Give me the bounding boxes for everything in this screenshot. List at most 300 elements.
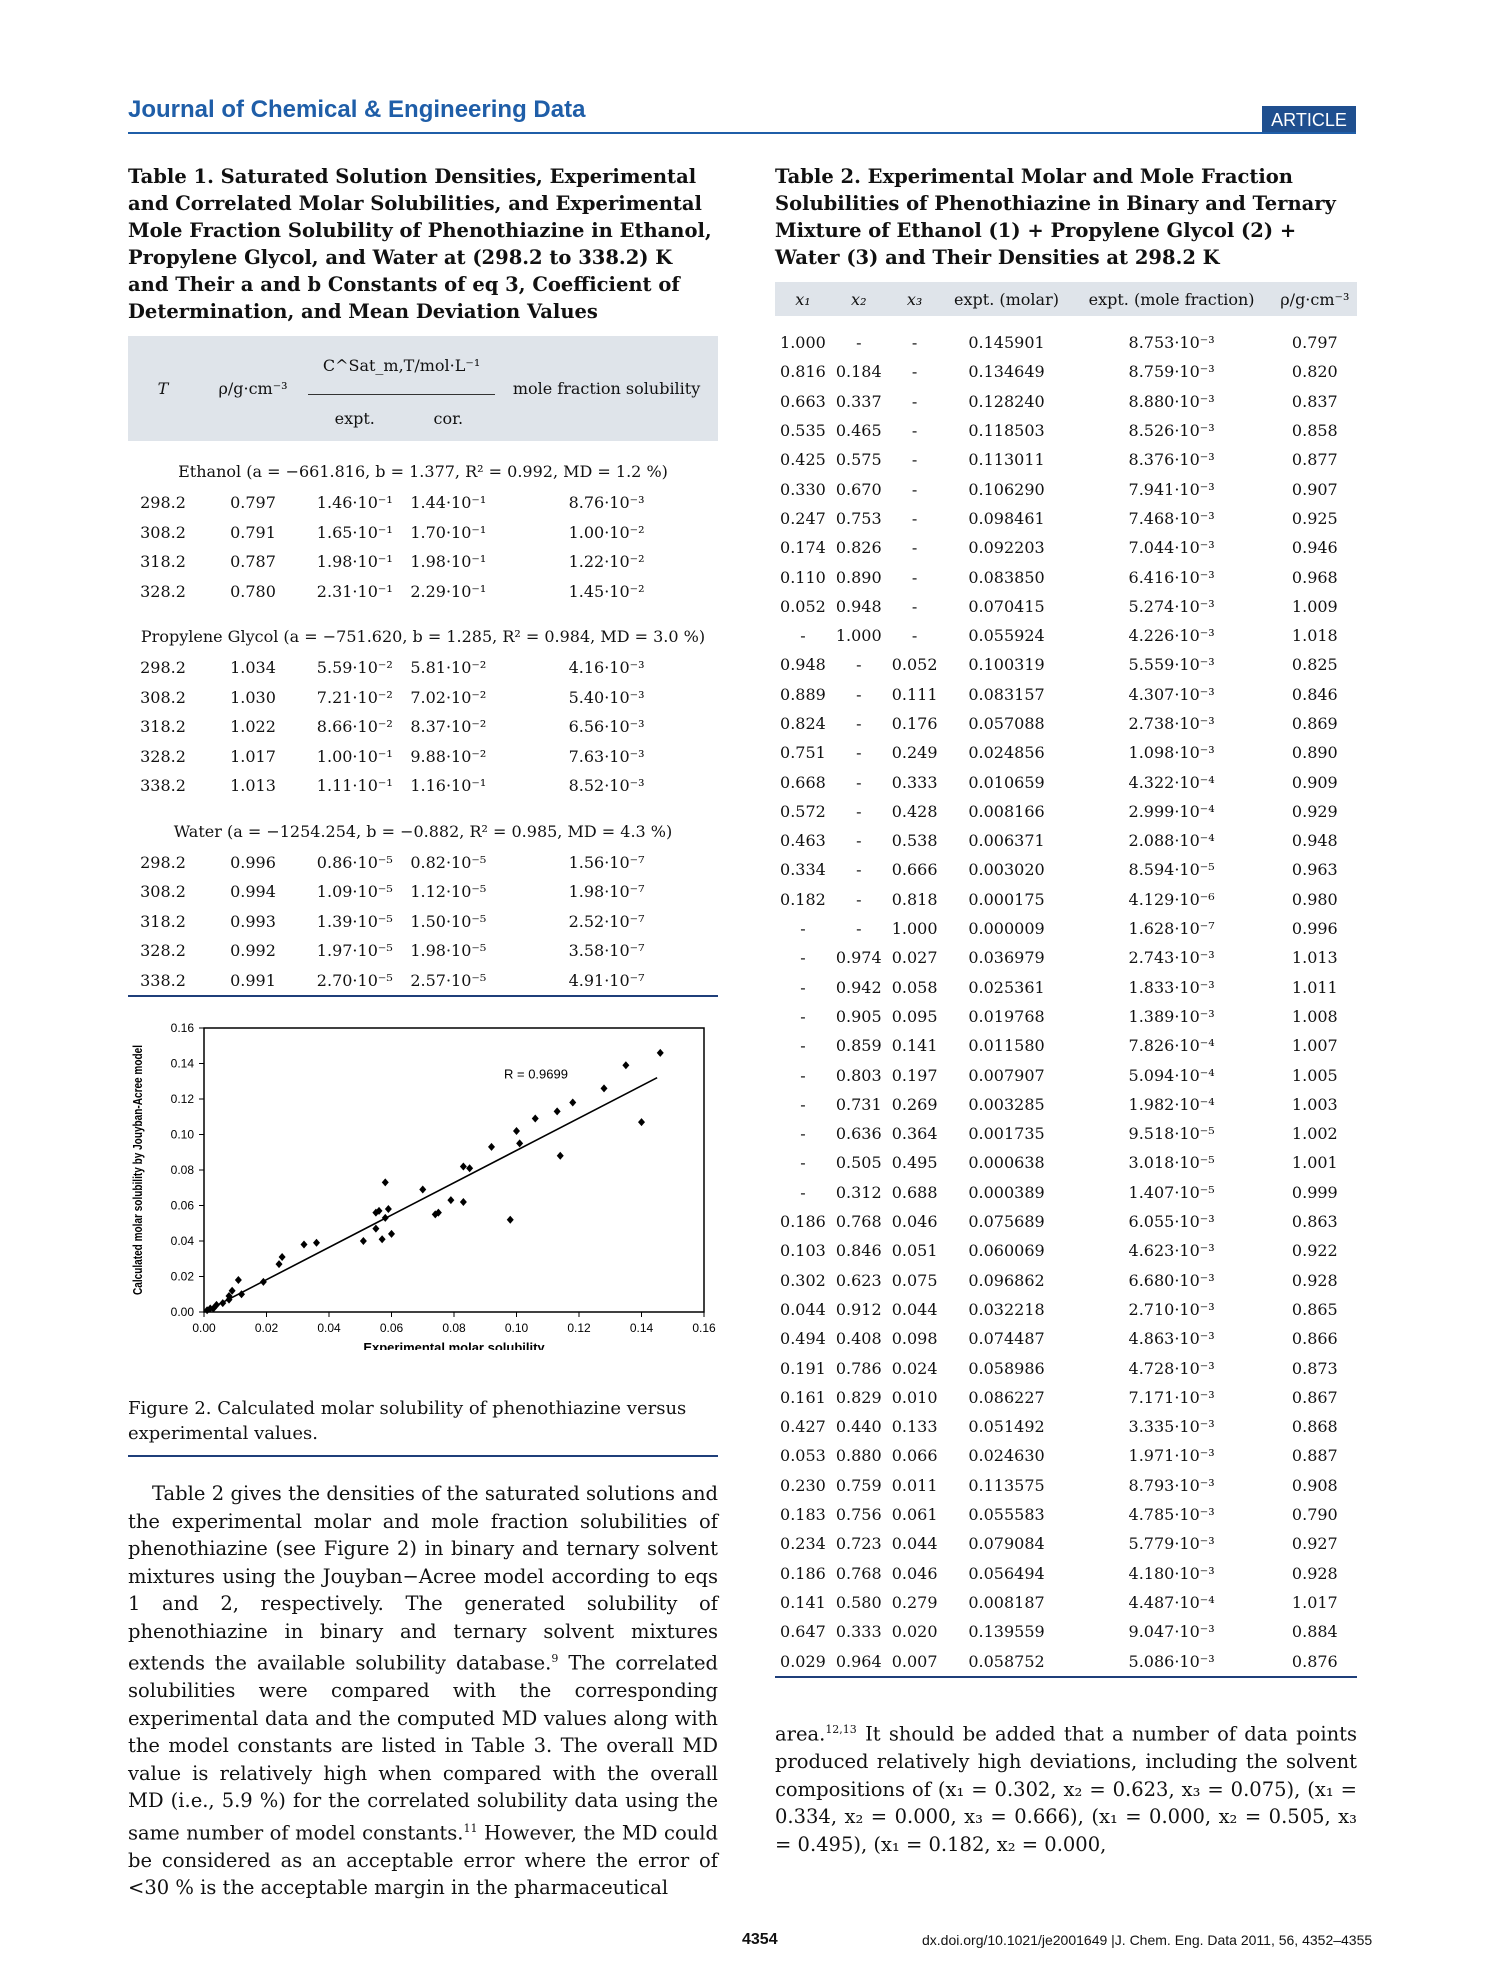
t1-cell: 1.00·10⁻² bbox=[568, 522, 645, 542]
t2-cell: 1.002 bbox=[1291, 1124, 1338, 1144]
t2-row bbox=[775, 1646, 1357, 1676]
t2-cell: 0.100319 bbox=[968, 655, 1045, 675]
t2-cell: 0.337 bbox=[835, 391, 882, 411]
t1-col-rho: ρ/g·cm⁻³ bbox=[218, 379, 288, 398]
t2-cell: - bbox=[800, 1124, 806, 1144]
t2-cell: 4.226·10⁻³ bbox=[1128, 626, 1215, 646]
t2-cell: 1.407·10⁻⁵ bbox=[1128, 1182, 1215, 1202]
t2-cell: 4.863·10⁻³ bbox=[1128, 1329, 1215, 1349]
t1-cell: 298.2 bbox=[140, 852, 186, 872]
r-annotation: R = 0.9699 bbox=[504, 1066, 568, 1082]
x-tick-label: 0.14 bbox=[629, 1321, 654, 1335]
t2-row bbox=[775, 1588, 1357, 1617]
t2-cell: - bbox=[800, 977, 806, 997]
t1-cell: 1.98·10⁻¹ bbox=[316, 552, 393, 572]
t2-row bbox=[775, 767, 1357, 796]
t2-cell: 0.803 bbox=[835, 1065, 882, 1085]
t1-cell: 318.2 bbox=[140, 911, 186, 931]
data-point bbox=[379, 1235, 386, 1243]
t1-row bbox=[128, 848, 718, 878]
t1-cell: 1.97·10⁻⁵ bbox=[316, 941, 393, 961]
t2-cell: - bbox=[911, 538, 918, 558]
page-number: 4354 bbox=[742, 1931, 778, 1948]
fit-line bbox=[204, 1078, 657, 1312]
t2-cell: 1.982·10⁻⁴ bbox=[1128, 1094, 1215, 1114]
t2-cell: 0.139559 bbox=[968, 1622, 1045, 1642]
data-point bbox=[466, 1164, 473, 1172]
t2-cell: 1.628·10⁻⁷ bbox=[1128, 919, 1215, 939]
t1-cell: 2.57·10⁻⁵ bbox=[410, 970, 487, 990]
t2-cell: 2.738·10⁻³ bbox=[1128, 714, 1215, 733]
t2-cell: 1.098·10⁻³ bbox=[1128, 743, 1215, 763]
t1-cell: 1.022 bbox=[230, 717, 276, 737]
t2-cell: 0.191 bbox=[780, 1358, 826, 1378]
t2-row bbox=[775, 1060, 1357, 1089]
t2-cell: 0.145901 bbox=[968, 333, 1045, 353]
t2-cell: - bbox=[856, 655, 862, 675]
t2-row bbox=[775, 621, 1357, 650]
t2-cell: - bbox=[911, 421, 918, 441]
t2-cell: 0.759 bbox=[835, 1475, 882, 1495]
t2-row bbox=[775, 1236, 1357, 1265]
data-point bbox=[516, 1139, 523, 1147]
t2-cell: 0.999 bbox=[1291, 1182, 1338, 1202]
t2-cell: 0.269 bbox=[891, 1094, 938, 1114]
t2-cell: 1.000 bbox=[835, 626, 882, 646]
t2-cell: - bbox=[856, 831, 862, 851]
doi-line: dx.doi.org/10.1021/je2001649 |J. Chem. Eng. Data 2011, 56, 4352–4355 bbox=[922, 1932, 1373, 1948]
t2-cell: 0.052 bbox=[780, 596, 826, 616]
t2-cell: 0.057088 bbox=[968, 714, 1045, 733]
t2-cell: 0.905 bbox=[835, 1006, 882, 1026]
t2-cell: 0.948 bbox=[780, 655, 826, 675]
data-point bbox=[569, 1099, 576, 1107]
t1-row bbox=[128, 488, 718, 518]
t1-col-expt: expt. bbox=[334, 408, 375, 428]
t1-cell: 1.017 bbox=[230, 746, 276, 766]
t2-cell: 4.728·10⁻³ bbox=[1128, 1358, 1215, 1378]
t2-row bbox=[775, 797, 1357, 826]
t2-cell: 0.095 bbox=[891, 1006, 938, 1026]
t2-row bbox=[775, 650, 1357, 679]
t2-cell: 6.055·10⁻³ bbox=[1128, 1212, 1215, 1232]
t2-row bbox=[775, 1500, 1357, 1529]
t2-cell: 2.999·10⁻⁴ bbox=[1128, 801, 1215, 821]
t1-cell: 298.2 bbox=[140, 658, 186, 678]
t2-cell: - bbox=[856, 743, 862, 763]
x-tick-label: 0.16 bbox=[692, 1321, 716, 1335]
t2-cell: 0.867 bbox=[1291, 1387, 1338, 1407]
t2-cell: 0.330 bbox=[780, 479, 826, 499]
t2-cell: 0.032218 bbox=[968, 1299, 1045, 1319]
t1-cell: 1.98·10⁻⁷ bbox=[568, 882, 645, 902]
data-point bbox=[601, 1084, 608, 1092]
t2-cell: 0.887 bbox=[1291, 1446, 1338, 1466]
t2-cell: 0.000009 bbox=[968, 919, 1045, 939]
t2-cell: 0.128240 bbox=[968, 391, 1045, 411]
body-right: area.$^{12,13}$ It should be added that a number of data points produced relatively high deviations, including the solvent compositions of (x₁ = 0.302, x₂ = 0.623, x₃ = 0.075), (x₁ = 0.334, x₂ = 0.000, x₃ = 0.666), (x₁ = 0.000, x₂ = 0.505, x₃ = 0.495), (x₁ = 0.182, x₂ = 0.000, bbox=[775, 1722, 1357, 1856]
t2-cell: - bbox=[911, 479, 918, 499]
t2-cell: 0.247 bbox=[780, 508, 826, 528]
t2-cell: 1.007 bbox=[1291, 1036, 1338, 1056]
t2-cell: 0.425 bbox=[780, 450, 826, 470]
data-point bbox=[622, 1061, 629, 1069]
t2-cell: 0.877 bbox=[1291, 450, 1338, 470]
t2-row bbox=[775, 1090, 1357, 1119]
t2-cell: 0.024630 bbox=[968, 1446, 1045, 1466]
t2-cell: 0.364 bbox=[891, 1124, 938, 1144]
t1-cell: 9.88·10⁻² bbox=[410, 746, 487, 766]
t2-cell: 0.230 bbox=[780, 1475, 826, 1495]
t2-cell: 1.389·10⁻³ bbox=[1128, 1006, 1215, 1026]
t1-row bbox=[128, 518, 718, 548]
t2-cell: 0.623 bbox=[835, 1270, 882, 1290]
t2-cell: 9.047·10⁻³ bbox=[1128, 1622, 1215, 1642]
t1-cell: 338.2 bbox=[140, 776, 186, 796]
t2-cell: 0.925 bbox=[1291, 508, 1338, 528]
data-point bbox=[557, 1152, 564, 1160]
t2-cell: - bbox=[856, 889, 862, 909]
t1-cell: 308.2 bbox=[140, 687, 186, 707]
data-point bbox=[260, 1278, 267, 1286]
t2-cell: 8.526·10⁻³ bbox=[1128, 421, 1215, 441]
t2-cell: - bbox=[856, 333, 862, 353]
t1-cell: 5.81·10⁻² bbox=[410, 658, 487, 678]
t2-cell: 7.941·10⁻³ bbox=[1128, 479, 1215, 499]
t2-cell: - bbox=[911, 567, 918, 587]
t1-cell: 2.31·10⁻¹ bbox=[316, 581, 393, 601]
t2-cell: 8.880·10⁻³ bbox=[1128, 391, 1215, 411]
t2-cell: 0.427 bbox=[780, 1417, 826, 1437]
t1-cell: 1.50·10⁻⁵ bbox=[410, 911, 487, 931]
t2-cell: 0.058752 bbox=[968, 1651, 1045, 1671]
t1-cell: 308.2 bbox=[140, 882, 186, 902]
t2-cell: 1.833·10⁻³ bbox=[1128, 977, 1215, 997]
t1-cell: 0.86·10⁻⁵ bbox=[316, 852, 393, 872]
t2-cell: 0.302 bbox=[780, 1270, 826, 1290]
t2-cell: 0.463 bbox=[780, 831, 826, 851]
t2-cell: 0.106290 bbox=[968, 479, 1045, 499]
t2-row bbox=[775, 709, 1357, 738]
t2-cell: 0.826 bbox=[835, 538, 882, 558]
t2-cell: 0.942 bbox=[835, 977, 882, 997]
t1-cell: 0.82·10⁻⁵ bbox=[410, 852, 487, 872]
t2-row bbox=[775, 1295, 1357, 1324]
t1-cell: 2.70·10⁻⁵ bbox=[316, 970, 393, 990]
data-point bbox=[488, 1143, 495, 1151]
t2-cell: 0.538 bbox=[891, 831, 938, 851]
t2-cell: 0.052 bbox=[891, 655, 938, 675]
t2-cell: - bbox=[800, 1182, 806, 1202]
t1-cell: 3.58·10⁻⁷ bbox=[568, 941, 645, 961]
t2-cell: 0.066 bbox=[891, 1446, 938, 1466]
t1-row bbox=[128, 936, 718, 966]
t2-cell: 0.058986 bbox=[968, 1358, 1045, 1378]
t2-cell: 1.000 bbox=[780, 333, 826, 353]
t1-col-T: T bbox=[157, 379, 169, 398]
article-badge: ARTICLE bbox=[1262, 106, 1356, 134]
t2-cell: 1.008 bbox=[1291, 1006, 1338, 1026]
t2-cell: 0.753 bbox=[835, 508, 882, 528]
t2-header: expt. (molar) bbox=[954, 289, 1059, 309]
t2-cell: 0.996 bbox=[1291, 919, 1338, 939]
t2-cell: 0.912 bbox=[835, 1299, 882, 1319]
t1-cell: 0.787 bbox=[230, 552, 276, 572]
t2-cell: 2.710·10⁻³ bbox=[1128, 1299, 1215, 1319]
t2-cell: 5.779·10⁻³ bbox=[1128, 1534, 1215, 1554]
x-tick-label: 0.04 bbox=[317, 1321, 341, 1335]
t2-cell: 0.008187 bbox=[968, 1592, 1045, 1612]
data-point bbox=[638, 1118, 645, 1126]
t2-cell: 4.785·10⁻³ bbox=[1128, 1505, 1215, 1525]
t2-cell: 0.928 bbox=[1291, 1563, 1338, 1583]
t1-cell: 7.63·10⁻³ bbox=[568, 746, 645, 766]
t2-cell: 0.025361 bbox=[968, 977, 1045, 997]
data-point bbox=[279, 1253, 286, 1261]
t1-cell: 0.780 bbox=[230, 581, 276, 601]
t2-cell: 0.183 bbox=[780, 1505, 826, 1525]
t1-cell: 7.02·10⁻² bbox=[410, 687, 487, 707]
figure-rule bbox=[128, 1455, 718, 1457]
t2-cell: 0.820 bbox=[1291, 362, 1338, 382]
t2-cell: 0.948 bbox=[835, 596, 882, 616]
t2-cell: 0.111 bbox=[891, 684, 938, 704]
t2-cell: 0.141 bbox=[780, 1592, 826, 1612]
data-point bbox=[313, 1239, 320, 1247]
data-point bbox=[460, 1198, 467, 1206]
data-point bbox=[382, 1214, 389, 1222]
t2-row bbox=[775, 1002, 1357, 1031]
t2-row bbox=[775, 562, 1357, 591]
data-point bbox=[554, 1107, 561, 1115]
t2-cell: 9.518·10⁻⁵ bbox=[1128, 1124, 1215, 1144]
t2-cell: 0.197 bbox=[891, 1065, 938, 1085]
t2-cell: 4.623·10⁻³ bbox=[1128, 1241, 1215, 1261]
y-tick-label: 0.10 bbox=[170, 1127, 194, 1142]
t2-cell: 0.007 bbox=[891, 1651, 938, 1671]
t2-row bbox=[775, 943, 1357, 972]
t1-cell: 1.45·10⁻² bbox=[568, 581, 645, 601]
t2-cell: 0.756 bbox=[835, 1505, 882, 1525]
t1-cell: 0.994 bbox=[230, 882, 276, 902]
t2-cell: - bbox=[911, 333, 918, 353]
t2-cell: 4.180·10⁻³ bbox=[1128, 1563, 1215, 1583]
data-point bbox=[276, 1260, 283, 1268]
t2-row bbox=[775, 1148, 1357, 1177]
t2-header: x₃ bbox=[906, 289, 923, 309]
t2-cell: 0.046 bbox=[891, 1212, 938, 1232]
data-point bbox=[419, 1186, 426, 1194]
t2-cell: 0.816 bbox=[780, 362, 826, 382]
t1-row bbox=[128, 653, 718, 683]
t1-cell: 298.2 bbox=[140, 493, 186, 513]
t2-cell: - bbox=[856, 714, 862, 733]
t2-row bbox=[775, 592, 1357, 621]
t2-row bbox=[775, 1383, 1357, 1412]
t2-cell: 0.964 bbox=[835, 1651, 882, 1671]
t2-cell: 7.171·10⁻³ bbox=[1128, 1387, 1215, 1407]
t1-cell: 1.46·10⁻¹ bbox=[316, 493, 393, 513]
t2-cell: - bbox=[911, 362, 918, 382]
t2-cell: 0.790 bbox=[1291, 1505, 1338, 1525]
t2-cell: 0.020 bbox=[891, 1622, 938, 1642]
data-point bbox=[507, 1216, 514, 1224]
t2-cell: 8.793·10⁻³ bbox=[1128, 1475, 1215, 1495]
t2-cell: 0.098 bbox=[891, 1329, 938, 1349]
data-point bbox=[360, 1237, 367, 1245]
t1-row bbox=[128, 547, 718, 577]
t1-cell: 1.22·10⁻² bbox=[568, 552, 645, 572]
t2-cell: - bbox=[856, 919, 862, 939]
t2-cell: 0.011 bbox=[891, 1475, 938, 1495]
scatter-chart bbox=[128, 1010, 728, 1350]
t2-cell: 1.017 bbox=[1291, 1592, 1338, 1612]
t2-cell: - bbox=[800, 948, 806, 968]
t2-header: x₁ bbox=[795, 289, 811, 309]
journal-title: Journal of Chemical & Engineering Data bbox=[128, 96, 586, 123]
t2-cell: 0.890 bbox=[835, 567, 882, 587]
t2-header: ρ/g·cm⁻³ bbox=[1280, 289, 1350, 309]
t1-row bbox=[128, 712, 718, 742]
data-point bbox=[385, 1205, 392, 1213]
t1-cell: 1.030 bbox=[230, 687, 276, 707]
t2-cell: 0.024856 bbox=[968, 743, 1045, 763]
t2-cell: 0.873 bbox=[1291, 1358, 1338, 1378]
t2-cell: 3.018·10⁻⁵ bbox=[1128, 1153, 1215, 1173]
t1-cell: 1.39·10⁻⁵ bbox=[316, 911, 393, 931]
t2-cell: 0.003020 bbox=[968, 860, 1045, 880]
t1-cell: 8.37·10⁻² bbox=[410, 717, 487, 737]
t2-cell: 0.880 bbox=[835, 1446, 882, 1466]
t2-cell: 0.036979 bbox=[968, 948, 1045, 968]
table2-caption: Table 2. Experimental Molar and Mole Fraction Solubilities of Phenothiazine in Binary and Ternary Mixture of Ethanol (1) + Propylene Glycol (2) + Water (3) and Their Densities at 298.2 K bbox=[775, 165, 1336, 269]
t2-cell: 1.971·10⁻³ bbox=[1128, 1446, 1215, 1466]
t2-cell: 8.594·10⁻⁵ bbox=[1128, 860, 1215, 880]
t2-cell: 5.274·10⁻³ bbox=[1128, 596, 1215, 616]
t2-row bbox=[775, 387, 1357, 416]
t2-cell: 0.186 bbox=[780, 1212, 826, 1232]
t2-cell: 0.575 bbox=[835, 450, 882, 470]
header-rule bbox=[128, 132, 1356, 134]
t2-row bbox=[775, 1031, 1357, 1060]
t2-cell: 0.075 bbox=[891, 1270, 938, 1290]
t1-cell: 1.65·10⁻¹ bbox=[316, 522, 393, 542]
t2-cell: 0.580 bbox=[835, 1592, 882, 1612]
t2-cell: 0.161 bbox=[780, 1387, 826, 1407]
t1-row bbox=[128, 742, 718, 772]
t1-group-label: Propylene Glycol (a = −751.620, b = 1.285, R² = 0.984, MD = 3.0 %) bbox=[140, 627, 706, 646]
t2-cell: 0.334 bbox=[780, 860, 826, 880]
t2-cell: 0.859 bbox=[835, 1036, 882, 1056]
t2-cell: 0.182 bbox=[780, 889, 826, 909]
t2-row bbox=[775, 738, 1357, 767]
t2-cell: 0.098461 bbox=[968, 508, 1045, 528]
t2-row bbox=[775, 328, 1357, 357]
t2-cell: 0.092203 bbox=[968, 538, 1045, 558]
t2-cell: 0.786 bbox=[835, 1358, 882, 1378]
t2-cell: 0.846 bbox=[1291, 684, 1338, 704]
t1-cell: 1.013 bbox=[230, 776, 276, 796]
t2-cell: 0.074487 bbox=[968, 1329, 1045, 1349]
t2-cell: 0.083157 bbox=[968, 684, 1045, 704]
t1-cell: 4.91·10⁻⁷ bbox=[568, 970, 645, 990]
t2-row bbox=[775, 445, 1357, 474]
t2-row bbox=[775, 1119, 1357, 1148]
t2-cell: 0.863 bbox=[1291, 1212, 1338, 1232]
t1-cell: 8.76·10⁻³ bbox=[568, 493, 645, 513]
data-point bbox=[382, 1178, 389, 1186]
t2-cell: - bbox=[800, 1094, 806, 1114]
t2-cell: 0.889 bbox=[780, 684, 826, 704]
data-point bbox=[447, 1196, 454, 1204]
t1-cell: 1.98·10⁻⁵ bbox=[410, 941, 487, 961]
t1-cell: 0.992 bbox=[230, 941, 276, 961]
t2-cell: 0.019768 bbox=[968, 1006, 1045, 1026]
x-tick-label: 0.00 bbox=[192, 1321, 216, 1335]
y-tick-label: 0.00 bbox=[170, 1305, 194, 1319]
table2 bbox=[775, 282, 1357, 1678]
t2-row bbox=[775, 885, 1357, 914]
t1-cell: 1.44·10⁻¹ bbox=[410, 493, 487, 513]
t1-cell: 8.52·10⁻³ bbox=[568, 776, 645, 796]
t2-cell: - bbox=[800, 1006, 806, 1026]
t2-cell: 0.670 bbox=[835, 479, 882, 499]
x-tick-label: 0.12 bbox=[567, 1321, 591, 1335]
t2-cell: 0.113575 bbox=[968, 1475, 1045, 1495]
t1-cell: 308.2 bbox=[140, 522, 186, 542]
t2-cell: 0.075689 bbox=[968, 1212, 1045, 1232]
t2-cell: 0.495 bbox=[891, 1153, 938, 1173]
y-tick-label: 0.12 bbox=[170, 1092, 194, 1106]
t1-col-C: C^Sat_m,T/mol·L⁻¹ bbox=[308, 336, 495, 395]
t1-cell: 0.993 bbox=[230, 911, 276, 931]
t2-cell: 0.829 bbox=[835, 1387, 882, 1407]
body-left: Table 2 gives the densities of the saturated solutions and the experimental molar and mole fraction solubilities of phenothiazine (see Figure 2) in binary and ternary solvent mixtures using the Jouyban−Acree model according to eqs 1 and 2, respectively. The generated solubility of phenothiazine in binary and ternary solvent mixtures extends the available solubility database.$^9$ The correlated solubilities were compared with the corresponding experimental data and the computed MD values along with the model constants are listed in Table 3. The overall MD value is relatively high when compared with the overall MD (i.e., 5.9 %) for the correlated solubility data using the same number of model constants.$^{11}$ However, the MD could be considered as an acceptable error where the error of <30 % is the acceptable margin in the pharmaceutical bbox=[128, 1482, 718, 1899]
t2-row bbox=[775, 1617, 1357, 1646]
t2-cell: 0.768 bbox=[835, 1212, 882, 1232]
t2-cell: - bbox=[856, 860, 862, 880]
t1-cell: 318.2 bbox=[140, 552, 186, 572]
t1-row bbox=[128, 577, 718, 607]
t1-row bbox=[128, 907, 718, 937]
t2-row bbox=[775, 1412, 1357, 1441]
t2-cell: 1.011 bbox=[1291, 977, 1338, 997]
t2-cell: 0.428 bbox=[891, 801, 938, 821]
t2-cell: 0.051 bbox=[891, 1241, 938, 1261]
t2-cell: 0.096862 bbox=[968, 1270, 1045, 1290]
t2-cell: 1.018 bbox=[1291, 626, 1338, 646]
t2-cell: 0.186 bbox=[780, 1563, 826, 1583]
t1-cell: 1.16·10⁻¹ bbox=[410, 776, 487, 796]
t2-cell: - bbox=[800, 919, 806, 939]
data-point bbox=[513, 1127, 520, 1135]
t2-cell: 0.184 bbox=[835, 362, 882, 382]
t2-cell: 0.465 bbox=[835, 421, 882, 441]
t2-cell: - bbox=[856, 684, 862, 704]
t2-cell: 0.968 bbox=[1291, 567, 1338, 587]
t2-cell: 0.011580 bbox=[968, 1036, 1045, 1056]
t2-row bbox=[775, 1529, 1357, 1558]
t2-cell: 0.000389 bbox=[968, 1182, 1045, 1202]
y-tick-label: 0.06 bbox=[170, 1198, 194, 1213]
t1-cell: 1.56·10⁻⁷ bbox=[568, 852, 645, 872]
t1-cell: 5.59·10⁻² bbox=[316, 658, 393, 678]
t2-row bbox=[775, 533, 1357, 562]
data-point bbox=[657, 1049, 664, 1057]
t2-cell: - bbox=[911, 391, 918, 411]
t2-cell: 0.907 bbox=[1291, 479, 1338, 499]
t2-cell: 4.322·10⁻⁴ bbox=[1128, 772, 1215, 792]
